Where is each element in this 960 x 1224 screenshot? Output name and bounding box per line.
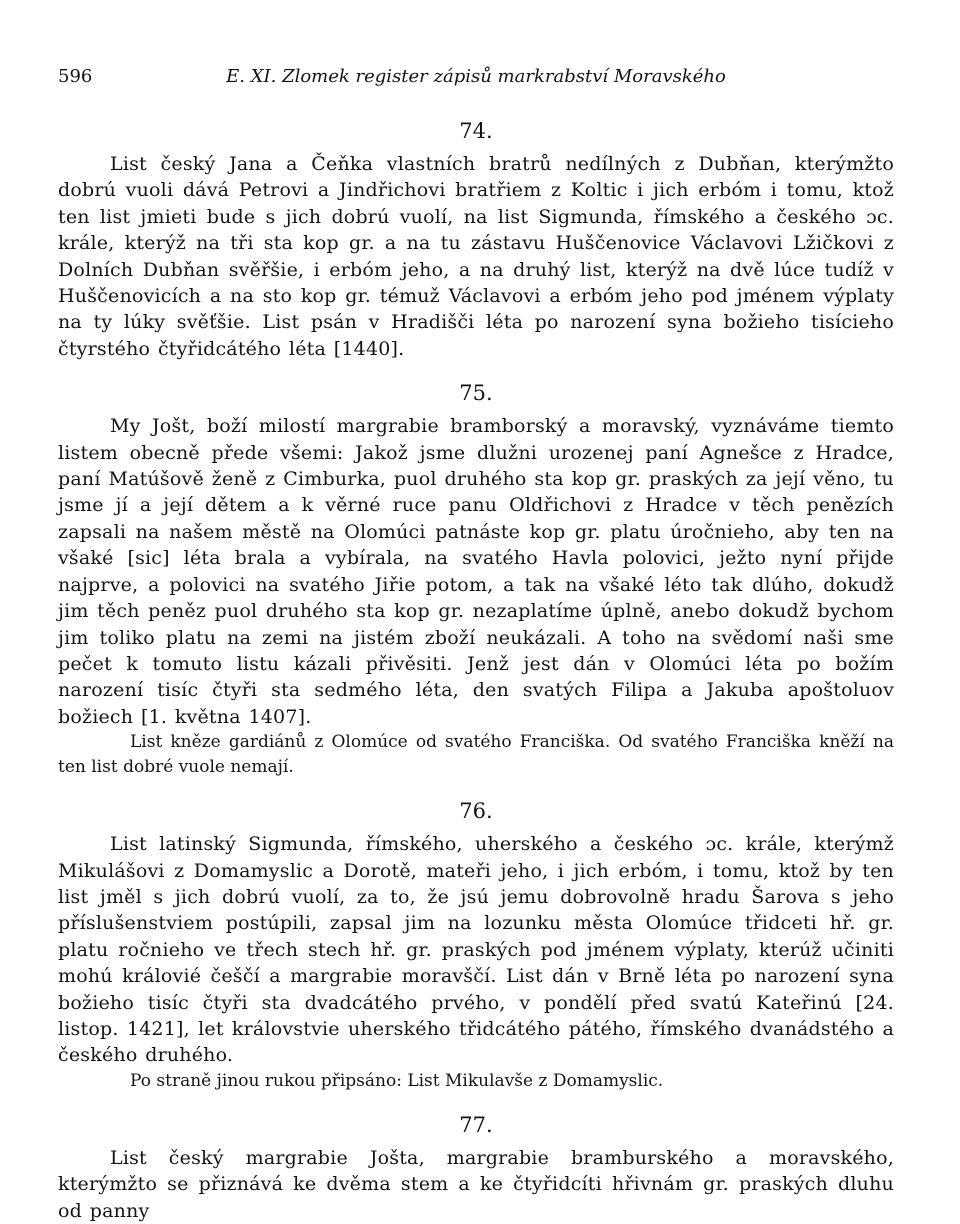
entry-number: 74. [459,119,493,143]
entry-76 [58,798,894,1094]
entry-paragraph: My Jošt, boží milostí margrabie bramborský a moravský, vyznáváme tiemto listem obecně přede všemi: Jakož jsme dlužni urozenej paní Agnešce z Hradce, paní Matúšově ženě z Cimburka, puol druhého sta kop gr. praských za její věno, tu jsme jí a její dětem a k věrné ruce panu Oldřichovi z Hradce v těch penězích zapsali na našem městě na Olomúci patnáste kop gr. platu úročnieho, aby ten na všaké [sic] léta brala a vybírala, na svatého Havla polovici, ježto nyní přijde najprve, a polovici na svatého Jiřie potom, a tak na všaké léto tak dlúho, dokudž jim těch peněz puol druhého sta kop gr. nezaplatíme úplně, anebo dokudž bychom jim toliko platu na zemi na jistém zboží neukázali. A toho na svědomí naši sme pečet k tomuto listu kázali přivěsiti. Jenž jest dán v Olomúci léta po božím narození tisíc čtyři sta sedmého léta, den svatých Filipa a Jakuba apoštoluov božiech [1. května 1407]. [58,415,894,728]
entry-74 [58,118,894,362]
entry-number: 76. [459,799,493,824]
document-page [58,66,894,1224]
entry-77 [58,1112,894,1224]
page-number: 596 [58,66,93,87]
running-title: E. XI. Zlomek register zápisů markrabství Moravského [226,66,726,87]
entry-75 [58,380,894,780]
entry-note: List kněze gardiánů z Olomúce od svatého Franciška. Od svatého Franciška kněží na ten list dobré vuole nemají. [58,732,894,778]
running-head [58,66,894,96]
entry-paragraph: List český Jana a Čeňka vlastních bratrů nedílných z Dubňan, kterýmžto dobrú vuoli dává Petrovi a Jindřichovi bratřiem z Koltic i jich erbóm i tomu, ktož ten list jmieti bude s jich dobrú vuolí, na list Sigmunda, římského a českého ɔc. krále, kterýž na tři sta kop gr. a na tu zástavu Huščenovice Václavovi Lžičkovi z Dolních Dubňan svěřšie, i erbóm jeho, a na druhý list, kterýž na dvě lúce tudíž v Huščenovicích a na sto kop gr. témuž Václavovi a erbóm jeho pod jménem výplaty na ty lúky svěťšie. List psán v Hradišči léta po narození syna božieho tisícieho čtyrstého čtyřidcátého léta [1440]. [58,153,894,360]
entry-note: Po straně jinou rukou připsáno: List Mikulavše z Domamyslic. [130,1070,664,1091]
entry-number: 77. [459,1112,493,1137]
entry-paragraph: List latinský Sigmunda, římského, uherského a českého ɔc. krále, kterýmž Mikulášovi z Domamyslic a Dorotě, mateři jeho, i jich erbóm, i tomu, ktož by ten list jměl s jich dobrú vuolí, za to, že jsú jemu dobrovolně hradu Šarova s jeho příslušenstviem postúpili, zapsal jim na lozunku města Olomúce třidceti hř. gr. platu ročnieho ve třech stech hř. gr. praských pod jménem výplaty, kterúž učiniti mohú královié češčí a margrabie moravščí. List dán v Brně léta po narození syna božieho tisíc čtyři sta dvadcátého prvého, v pondělí před svatú Kateřinú [24. listop. 1421], let královstvie uherského třidcátého pátého, římského dvanádstého a českého druhého. [58,833,894,1067]
entry-number: 75. [459,381,493,406]
entry-paragraph: List český margrabie Jošta, margrabie bramburského a moravského, kterýmžto se přiznává ke dvěma stem a ke čtyřidcíti hřivnám gr. praských dluhu od panny [58,1146,894,1222]
